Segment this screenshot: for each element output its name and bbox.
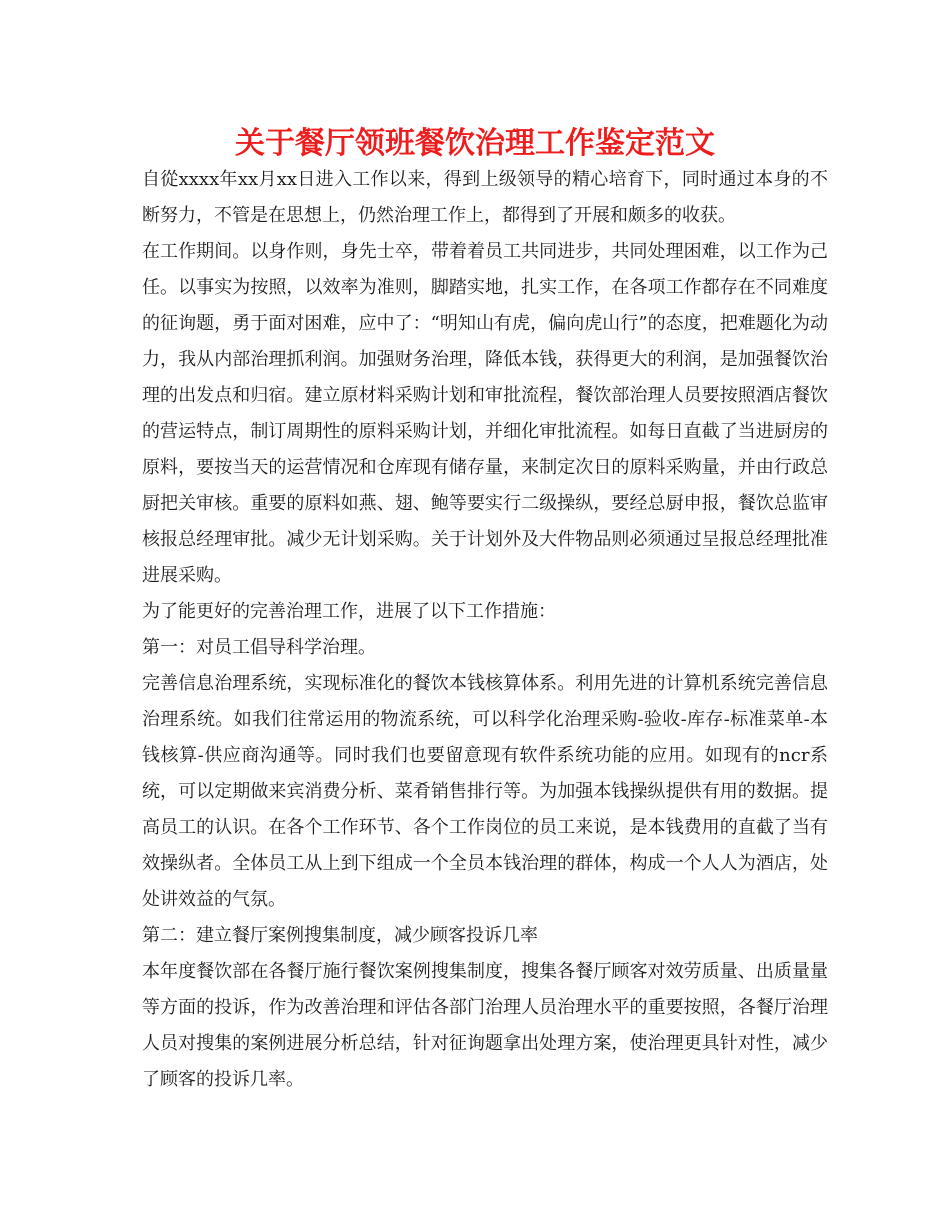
paragraph-heading-first: 第一：对员工倡导科学治理。 <box>142 637 376 658</box>
document-title: 关于餐厅领班餐饮治理工作鉴定范文 <box>235 126 715 161</box>
paragraph-heading-second: 第二：建立餐厅案例搜集制度，减少顾客投诉几率 <box>142 925 538 946</box>
paragraph-intro: 自從xxxx年xx月xx日进入工作以来，得到上级领导的精心培育下，同时通过本身的不断努力，不管是在思想上，仍然治理工作上，都得到了开展和颇多的收获。 <box>142 169 828 226</box>
paragraph-info-system: 完善信息治理系统，实现标准化的餐饮本钱核算体系。利用先进的计算机系统完善信息治理系统。如我们往常运用的物流系统，可以科学化治理采购-验收-库存-标准菜单-本钱核算-供应商沟通等。同时我们也要留意现有软件系统功能的应用。如现有的ncr系统，可以定期做来宾消费分析、菜肴销售排行等。为加强本钱操纵提供有用的数据。提高员工的认识。在各个工作环节、各个工作岗位的员工来说，是本钱费用的直截了当有效操纵者。全体员工从上到下组成一个全员本钱治理的群体，构成一个人人为酒店，处处讲效益的气氛。 <box>142 673 828 910</box>
document-body <box>142 162 828 1098</box>
paragraph-work-period: 在工作期间。以身作则，身先士卒，带着着员工共同进步，共同处理困难，以工作为己任。以事实为按照，以效率为准则，脚踏实地，扎实工作，在各项工作都存在不同难度的征询题，勇于面对困难，应中了：“明知山有虎，偏向虎山行”的态度，把难题化为动力，我从内部治理抓利润。加强财务治理，降低本钱，获得更大的利润，是加强餐饮治理的出发点和归宿。建立原材料采购计划和审批流程，餐饮部治理人员要按照酒店餐饮的营运特点，制订周期性的原料采购计划，并细化审批流程。如每日直截了当进厨房的原料，要按当天的运营情况和仓库现有储存量，来制定次日的原料采购量，并由行政总厨把关审核。重要的原料如燕、翅、鲍等要实行二级操纵，要经总厨申报，餐饮总监审核报总经理审批。减少无计划采购。关于计划外及大件物品则必须通过呈报总经理批准进展采购。 <box>142 241 828 586</box>
paragraph-measures-intro: 为了能更好的完善治理工作，进展了以下工作措施： <box>142 601 556 622</box>
paragraph-case-collection: 本年度餐饮部在各餐厅施行餐饮案例搜集制度，搜集各餐厅顾客对效劳质量、出质量量等方面的投诉，作为改善治理和评估各部门治理人员治理水平的重要按照，各餐厅治理人员对搜集的案例进展分析总结，针对征询题拿出处理方案，使治理更具针对性，减少了顾客的投诉几率。 <box>142 961 828 1090</box>
